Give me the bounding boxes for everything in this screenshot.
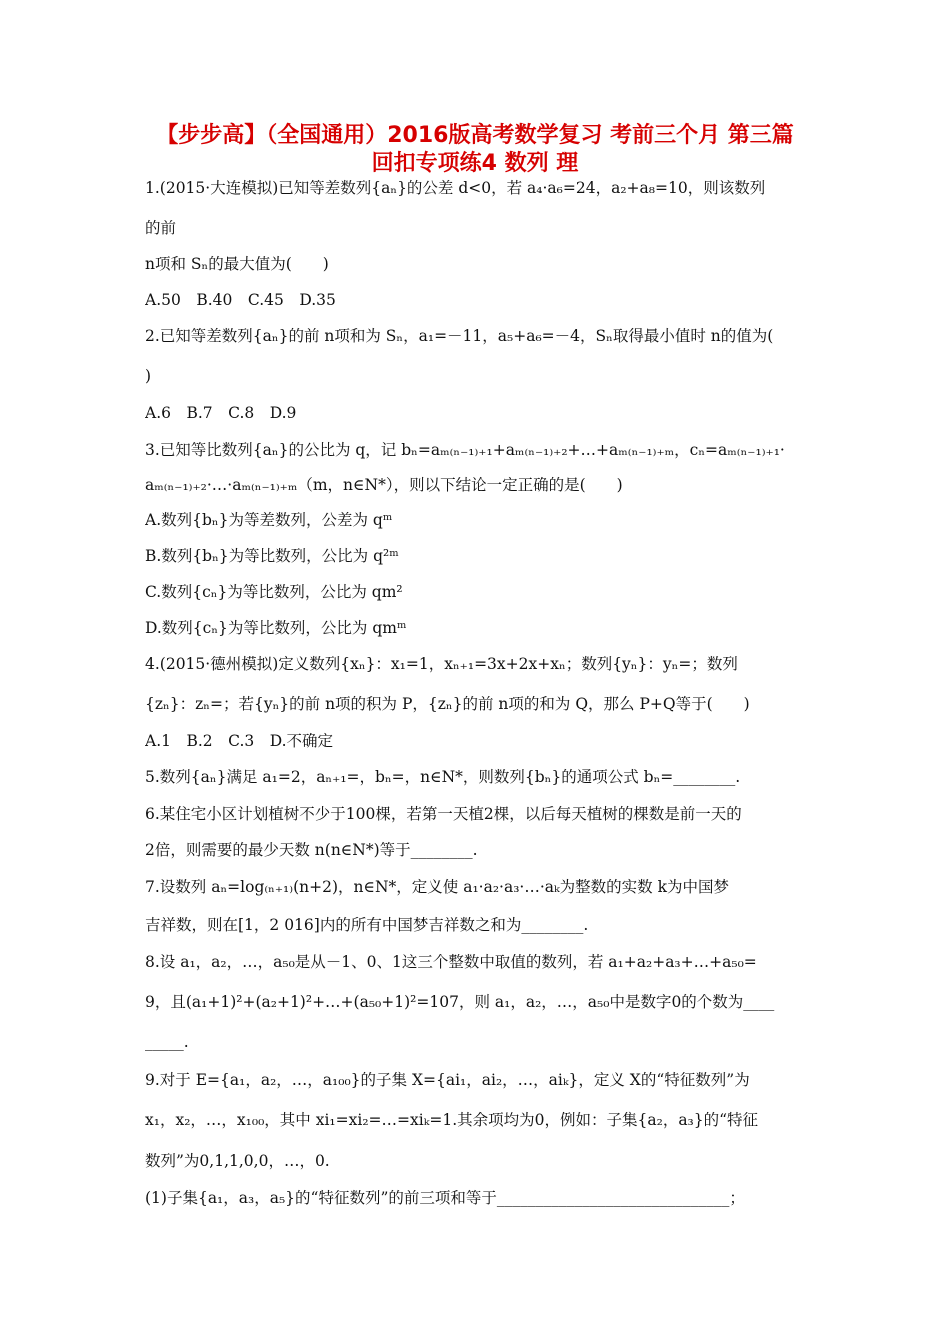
text-line: _____. [145,1033,189,1051]
text-line: 1.(2015·大连模拟)已知等差数列{aₙ}的公差 d<0，若 a₄·a₆=24，a₂+a₈=10，则该数列 [145,179,766,197]
text-line: 2倍，则需要的最少天数 n(n∈N*)等于________. [145,841,478,859]
text-line: C.数列{cₙ}为等比数列，公比为 qm² [145,583,403,601]
text-line: 7.设数列 aₙ=log₍ₙ₊₁₎(n+2)，n∈N*，定义使 a₁·a₂·a₃·…·aₖ为整数的实数 k为中国梦 [145,878,729,896]
text-line: aₘ₍ₙ₋₁₎₊₂·…·aₘ₍ₙ₋₁₎₊ₘ（m，n∈N*），则以下结论一定正确的是( ) [145,476,623,494]
text-line: A.50 B.40 C.45 D.35 [145,291,336,309]
text-line: B.数列{bₙ}为等比数列，公比为 q²ᵐ [145,547,399,565]
text-line: 4.(2015·德州模拟)定义数列{xₙ}：x₁=1，xₙ₊₁=3x+2x+xₙ；数列{yₙ}：yₙ=；数列 [145,655,738,673]
text-line: 3.已知等比数列{aₙ}的公比为 q，记 bₙ=aₘ₍ₙ₋₁₎₊₁+aₘ₍ₙ₋₁₎₊₂+…+aₘ₍ₙ₋₁₎₊ₘ，cₙ=aₘ₍ₙ₋₁₎₊₁· [145,441,785,459]
text-line: ) [145,367,152,385]
text-line: 5.数列{aₙ}满足 a₁=2，aₙ₊₁=，bₙ=，n∈N*，则数列{bₙ}的通项公式 bₙ=________. [145,768,741,786]
document-title-line-1: 【步步高】（全国通用）2016版高考数学复习 考前三个月 第三篇 [156,123,794,148]
text-line: 2.已知等差数列{aₙ}的前 n项和为 Sₙ，a₁=－11，a₅+a₆=－4，Sₙ取得最小值时 n的值为( [145,327,774,345]
text-line: A.数列{bₙ}为等差数列，公差为 qᵐ [145,511,393,529]
text-line: 数列”为0,1,1,0,0，…，0. [145,1152,330,1170]
text-line: A.6 B.7 C.8 D.9 [145,404,297,422]
text-line: A.1 B.2 C.3 D.不确定 [145,732,334,750]
text-line: (1)子集{a₁，a₃，a₅}的“特征数列”的前三项和等于______________________________； [145,1189,745,1207]
text-line: 的前 [145,219,177,237]
text-line: 6.某住宅小区计划植树不少于100棵，若第一天植2棵，以后每天植树的棵数是前一天的 [145,805,742,823]
text-line: 吉祥数，则在[1，2 016]内的所有中国梦吉祥数之和为________. [145,916,589,934]
document-title-line-2: 回扣专项练4 数列 理 [371,151,579,176]
text-line: x₁，x₂，…，x₁₀₀，其中 xi₁=xi₂=…=xiₖ=1.其余项均为0，例如：子集{a₂，a₃}的“特征 [145,1111,759,1129]
text-line: {zₙ}：zₙ=；若{yₙ}的前 n项的积为 P，{zₙ}的前 n项的和为 Q，那么 P+Q等于( ) [145,695,750,713]
text-line: 8.设 a₁，a₂，…，a₅₀是从－1、0、1这三个整数中取值的数列，若 a₁+a₂+a₃+…+a₅₀= [145,953,757,971]
text-line: 9.对于 E={a₁，a₂，…，a₁₀₀}的子集 X={ai₁，ai₂，…，aiₖ}，定义 X的“特征数列”为 [145,1071,750,1089]
text-line: 9，且(a₁+1)²+(a₂+1)²+…+(a₅₀+1)²=107，则 a₁，a₂，…，a₅₀中是数字0的个数为____ [145,993,775,1011]
text-line: D.数列{cₙ}为等比数列，公比为 qmᵐ [145,619,407,637]
text-line: n项和 Sₙ的最大值为( ) [145,255,329,273]
